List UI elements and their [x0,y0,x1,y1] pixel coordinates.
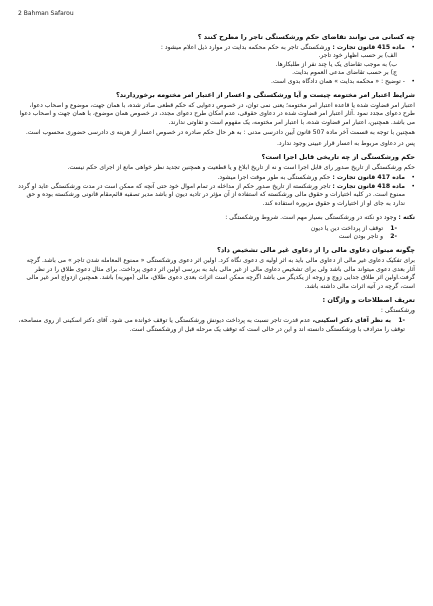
list-item [18,78,415,86]
sub-item: الف) بر حسب اظهار خود تاجر. [318,52,397,60]
item-number: -1 [398,317,405,325]
article-text: حکم ورشکستگی به طور موقت اجرا میشود. [217,174,331,182]
bullet-icon: • [411,77,415,85]
numbered-item [18,233,415,241]
list-item [18,174,415,182]
section-title: حکم ورشکستگی از چه تاریخی قابل اجرا است؟ [261,153,415,162]
section-title: شرایط اعتبار امر مختومه چیست و آیا ورشکستگی و اعسار از اعتبار امر مختومه برخوردارند؟ [115,91,415,100]
numbered-item [18,317,415,334]
article-label: ماده 415 قانون تجارت : [332,44,405,51]
bullet-icon: • [411,174,415,182]
sub-item: ب) به موجب تقاضای یک یا چند نفر از طلبکارها. [275,60,397,68]
item-number: -2 [390,232,397,240]
item-text: توقف از پرداخت دین یا دیون [310,224,384,232]
paragraph: حکم ورشکستگی از تاریخ صدور رای قابل اجرا است و نه از تاریخ ابلاغ و یا قطعیت و همچنین تجدید نظر خواهی مانع از اجرای حکم نیست. [67,164,415,172]
numbered-item [18,225,415,233]
section-title: چگونه میتوان دعاوی مالی را از دعاوی غیر مالی تشخیص داد؟ [217,246,415,255]
section-title: چه کسانی می توانند تقاضای حکم ورشکستگی تاجر را مطرح کنند ؟ [197,33,415,41]
list-item [18,183,415,208]
paragraph: برای تفکیک دعاوی غیر مالی از دعاوی مالی باید به اثر اولیه ی دعوی نگاه کرد. اولین اثر دعوی ورشکستگی « ممنوع المعامله شدن تاجر » می باشد. گرچه آثار بعدی دعوی میتواند مالی باشد ولی برای تشخیص دعاوی مالی از غیر مالی باید به بررسی اولین اثر دعوی پرداخت. برای مثال دعوی طلاق را در نظر گرفت.اولین اثر طلاق جدایی زوج و زوجه از یکدیگر می باشد اگرچه ممکن است اثرات بعدی دعوی طلاق، مالی (مهریه) باشد. همچنین ازدواج امر غیر مالی است، گرچه در آتیه اثرات مالی داشته باشد. [26,257,415,290]
item-text: عدم قدرت تاجر نسبت به پرداخت دیونش ورشکستگی یا توقف خوانده می شود. آقای دکتر اسکینی از روی مسامحه، توقف را مترادف با ورشکستگی دانسته اند و این در حالی است که توقف یک مرحله قبل از ورشکستگی است. [18,317,405,333]
section-title: تعریف اصطلاحات و واژگان : [322,295,415,304]
paragraph: همچنین با توجه به قسمت آخر ماده 507 قانون آیین دادرسی مدنی : به هر حال حکم صادره در خصوص اعسار از هزینه ی دادرسی حضوری محسوب است. [25,129,415,137]
article-text: ورشکستگی تاجر به حکم محکمه بدایت در موارد ذیل اعلام میشود : [160,44,331,51]
item-number: -1 [390,224,397,232]
sub-item: ج) بر حسب تقاضای مدعی العموم بدایت. [292,69,397,77]
item-label: به نظر آقای دکتر اسکینی، [312,317,392,325]
note-label: نکته : [398,214,415,222]
note-text: - توضیح : « محکمه بدایت » همان دادگاه بدوی است. [271,77,405,85]
page-header: 2 Bahman Safarou [18,10,74,17]
bullet-icon: • [411,44,415,51]
article-label: ماده 417 قانون تجارت : [332,174,405,182]
paragraph: اعتبار امر قضاوت شده یا قاعده اعتبار امر مختومه؛ یعنی نمی توان، در خصوص دعوایی که حکم قطعی صادر شده، با همان جهت، موضوع و اصحاب دعوا، طرح دعوای مجدد نمود .آثار اعتبار امر قضاوت شده در دعاوی حقوقی، عدم امکان طرح دعوای مجدد، در خصوص همان موضوع، با همان جهت و اصحاب دعوا می باشد. همچنین، اعتبار امر قضاوت شده، با اعتبار امر مختومه، یک مفهوم است و تفاوتی ندارند. [19,102,415,126]
paragraph: پس در دعاوی مربوط به اعسار قرار عیینی وجود ندارد. [276,139,415,147]
article-label: ماده 418 قانون تجارت : [332,182,405,190]
note-paragraph [18,214,415,222]
bullet-icon: • [411,182,415,190]
list-item [18,44,415,52]
article-text: تاجر ورشکسته از تاریخ صدور حکم از مداخله در تمام اموال خود حتی آنچه که ممکن است در مدت ورشکستگی عاید او گردد ممنوع است. در کلیه اختیارات و حقوق مالی ورشکسته که استفاده از آن مؤثر در تادیه دیون او باشد مدیر تصفیه قائم‌مقام قانونی ورشکسته بوده و حق ندارد به جای او از اختیارات و حقوق مزبوره استفاده کند. [18,182,405,207]
subsection-title: ورشکستگی : [380,306,415,314]
note-text: وجود دو نکته در ورشکستگی بسیار مهم است. شروط ورشکستگی : [225,214,397,222]
item-text: و تاجر بودن است [338,232,384,240]
